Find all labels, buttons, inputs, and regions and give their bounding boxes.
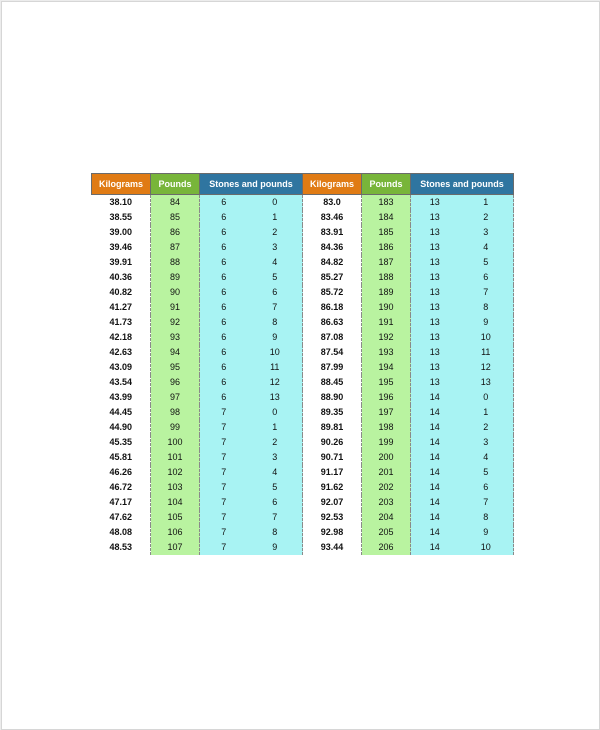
stone-pounds-cell: 2 xyxy=(248,225,303,240)
stone-pounds-cell: 5 xyxy=(248,270,303,285)
pounds-cell: 93 xyxy=(151,330,200,345)
kilograms-cell: 92.53 xyxy=(303,510,362,525)
stone-pounds-cell: 5 xyxy=(459,255,514,270)
pounds-cell: 185 xyxy=(362,225,411,240)
kilograms-cell: 92.98 xyxy=(303,525,362,540)
table-row xyxy=(92,315,514,330)
pounds-cell: 198 xyxy=(362,420,411,435)
kilograms-cell: 41.27 xyxy=(92,300,151,315)
kilograms-cell: 85.72 xyxy=(303,285,362,300)
table-row xyxy=(92,540,514,555)
stones-cell: 6 xyxy=(200,195,248,211)
pounds-cell: 88 xyxy=(151,255,200,270)
pounds-cell: 193 xyxy=(362,345,411,360)
table-row xyxy=(92,255,514,270)
stone-pounds-cell: 7 xyxy=(248,510,303,525)
table-row xyxy=(92,360,514,375)
stones-cell: 13 xyxy=(411,270,459,285)
stones-cell: 6 xyxy=(200,330,248,345)
table-row xyxy=(92,195,514,211)
stone-pounds-cell: 11 xyxy=(459,345,514,360)
header-stones-and-pounds: Stones and pounds xyxy=(411,174,514,195)
kilograms-cell: 39.91 xyxy=(92,255,151,270)
table-row xyxy=(92,525,514,540)
kilograms-cell: 87.99 xyxy=(303,360,362,375)
stones-cell: 7 xyxy=(200,480,248,495)
stones-cell: 6 xyxy=(200,390,248,405)
stones-cell: 13 xyxy=(411,195,459,211)
pounds-cell: 184 xyxy=(362,210,411,225)
stones-cell: 7 xyxy=(200,465,248,480)
stone-pounds-cell: 3 xyxy=(459,435,514,450)
table-row xyxy=(92,240,514,255)
stones-cell: 7 xyxy=(200,525,248,540)
stones-cell: 13 xyxy=(411,300,459,315)
table-row xyxy=(92,480,514,495)
kilograms-cell: 83.91 xyxy=(303,225,362,240)
kilograms-cell: 45.81 xyxy=(92,450,151,465)
stones-cell: 7 xyxy=(200,540,248,555)
stone-pounds-cell: 1 xyxy=(248,420,303,435)
weight-conversion-table xyxy=(91,173,514,555)
stone-pounds-cell: 1 xyxy=(459,405,514,420)
header-pounds: Pounds xyxy=(151,174,200,195)
pounds-cell: 197 xyxy=(362,405,411,420)
pounds-cell: 187 xyxy=(362,255,411,270)
table-row xyxy=(92,405,514,420)
stones-cell: 14 xyxy=(411,495,459,510)
stones-cell: 6 xyxy=(200,255,248,270)
stone-pounds-cell: 10 xyxy=(459,540,514,555)
pounds-cell: 84 xyxy=(151,195,200,211)
pounds-cell: 206 xyxy=(362,540,411,555)
stones-cell: 7 xyxy=(200,420,248,435)
pounds-cell: 192 xyxy=(362,330,411,345)
kilograms-cell: 41.73 xyxy=(92,315,151,330)
kilograms-cell: 85.27 xyxy=(303,270,362,285)
table-body xyxy=(92,195,514,556)
kilograms-cell: 93.44 xyxy=(303,540,362,555)
pounds-cell: 92 xyxy=(151,315,200,330)
kilograms-cell: 40.36 xyxy=(92,270,151,285)
kilograms-cell: 91.62 xyxy=(303,480,362,495)
pounds-cell: 85 xyxy=(151,210,200,225)
pounds-cell: 98 xyxy=(151,405,200,420)
stones-cell: 6 xyxy=(200,225,248,240)
header-pounds: Pounds xyxy=(362,174,411,195)
stones-cell: 6 xyxy=(200,375,248,390)
stones-cell: 6 xyxy=(200,345,248,360)
pounds-cell: 89 xyxy=(151,270,200,285)
pounds-cell: 94 xyxy=(151,345,200,360)
stones-cell: 14 xyxy=(411,390,459,405)
kilograms-cell: 88.90 xyxy=(303,390,362,405)
kilograms-cell: 89.35 xyxy=(303,405,362,420)
stones-cell: 13 xyxy=(411,225,459,240)
stones-cell: 14 xyxy=(411,540,459,555)
stone-pounds-cell: 2 xyxy=(459,420,514,435)
stone-pounds-cell: 4 xyxy=(248,255,303,270)
stones-cell: 14 xyxy=(411,510,459,525)
table-row xyxy=(92,390,514,405)
pounds-cell: 201 xyxy=(362,465,411,480)
stones-cell: 14 xyxy=(411,480,459,495)
table-row xyxy=(92,435,514,450)
kilograms-cell: 39.46 xyxy=(92,240,151,255)
stone-pounds-cell: 9 xyxy=(459,315,514,330)
stone-pounds-cell: 3 xyxy=(248,450,303,465)
stones-cell: 7 xyxy=(200,510,248,525)
kilograms-cell: 47.62 xyxy=(92,510,151,525)
pounds-cell: 194 xyxy=(362,360,411,375)
kilograms-cell: 45.35 xyxy=(92,435,151,450)
stone-pounds-cell: 7 xyxy=(248,300,303,315)
stone-pounds-cell: 0 xyxy=(248,195,303,211)
kilograms-cell: 91.17 xyxy=(303,465,362,480)
stones-cell: 13 xyxy=(411,255,459,270)
stone-pounds-cell: 4 xyxy=(459,240,514,255)
table-row xyxy=(92,465,514,480)
kilograms-cell: 90.26 xyxy=(303,435,362,450)
stone-pounds-cell: 8 xyxy=(248,315,303,330)
kilograms-cell: 43.99 xyxy=(92,390,151,405)
stone-pounds-cell: 5 xyxy=(248,480,303,495)
pounds-cell: 195 xyxy=(362,375,411,390)
stone-pounds-cell: 12 xyxy=(459,360,514,375)
kilograms-cell: 38.55 xyxy=(92,210,151,225)
stone-pounds-cell: 3 xyxy=(459,225,514,240)
stones-cell: 14 xyxy=(411,405,459,420)
stone-pounds-cell: 10 xyxy=(248,345,303,360)
kilograms-cell: 86.18 xyxy=(303,300,362,315)
stones-cell: 6 xyxy=(200,285,248,300)
table-row xyxy=(92,345,514,360)
pounds-cell: 102 xyxy=(151,465,200,480)
stone-pounds-cell: 13 xyxy=(459,375,514,390)
kilograms-cell: 48.08 xyxy=(92,525,151,540)
table-row xyxy=(92,375,514,390)
kilograms-cell: 48.53 xyxy=(92,540,151,555)
kilograms-cell: 42.63 xyxy=(92,345,151,360)
kilograms-cell: 86.63 xyxy=(303,315,362,330)
table-row xyxy=(92,270,514,285)
header-row xyxy=(92,174,514,195)
pounds-cell: 103 xyxy=(151,480,200,495)
stone-pounds-cell: 10 xyxy=(459,330,514,345)
stones-cell: 14 xyxy=(411,450,459,465)
stones-cell: 6 xyxy=(200,360,248,375)
pounds-cell: 189 xyxy=(362,285,411,300)
pounds-cell: 188 xyxy=(362,270,411,285)
table-row xyxy=(92,225,514,240)
stone-pounds-cell: 1 xyxy=(248,210,303,225)
stone-pounds-cell: 11 xyxy=(248,360,303,375)
stones-cell: 6 xyxy=(200,300,248,315)
pounds-cell: 199 xyxy=(362,435,411,450)
kilograms-cell: 40.82 xyxy=(92,285,151,300)
table-row xyxy=(92,285,514,300)
table-row xyxy=(92,510,514,525)
kilograms-cell: 47.17 xyxy=(92,495,151,510)
kilograms-cell: 83.46 xyxy=(303,210,362,225)
stones-cell: 13 xyxy=(411,240,459,255)
pounds-cell: 86 xyxy=(151,225,200,240)
stone-pounds-cell: 13 xyxy=(248,390,303,405)
document-page xyxy=(1,1,600,730)
kilograms-cell: 43.09 xyxy=(92,360,151,375)
stone-pounds-cell: 6 xyxy=(248,495,303,510)
kilograms-cell: 90.71 xyxy=(303,450,362,465)
table-row xyxy=(92,330,514,345)
table-row xyxy=(92,210,514,225)
stones-cell: 7 xyxy=(200,435,248,450)
stone-pounds-cell: 9 xyxy=(248,540,303,555)
stones-cell: 13 xyxy=(411,330,459,345)
table-row xyxy=(92,495,514,510)
stones-cell: 14 xyxy=(411,525,459,540)
stones-cell: 6 xyxy=(200,210,248,225)
pounds-cell: 95 xyxy=(151,360,200,375)
stones-cell: 13 xyxy=(411,375,459,390)
stones-cell: 13 xyxy=(411,345,459,360)
stone-pounds-cell: 6 xyxy=(459,480,514,495)
pounds-cell: 183 xyxy=(362,195,411,211)
header-kilograms: Kilograms xyxy=(303,174,362,195)
stones-cell: 7 xyxy=(200,450,248,465)
table-row xyxy=(92,420,514,435)
pounds-cell: 96 xyxy=(151,375,200,390)
stones-cell: 6 xyxy=(200,315,248,330)
stone-pounds-cell: 0 xyxy=(248,405,303,420)
kilograms-cell: 43.54 xyxy=(92,375,151,390)
kilograms-cell: 88.45 xyxy=(303,375,362,390)
header-stones-and-pounds: Stones and pounds xyxy=(200,174,303,195)
pounds-cell: 107 xyxy=(151,540,200,555)
table-row xyxy=(92,300,514,315)
stone-pounds-cell: 6 xyxy=(248,285,303,300)
pounds-cell: 202 xyxy=(362,480,411,495)
stones-cell: 14 xyxy=(411,465,459,480)
stone-pounds-cell: 7 xyxy=(459,285,514,300)
pounds-cell: 196 xyxy=(362,390,411,405)
stone-pounds-cell: 2 xyxy=(248,435,303,450)
stones-cell: 7 xyxy=(200,495,248,510)
stone-pounds-cell: 4 xyxy=(459,450,514,465)
pounds-cell: 203 xyxy=(362,495,411,510)
stone-pounds-cell: 12 xyxy=(248,375,303,390)
stones-cell: 14 xyxy=(411,435,459,450)
kilograms-cell: 83.0 xyxy=(303,195,362,211)
stone-pounds-cell: 2 xyxy=(459,210,514,225)
stone-pounds-cell: 8 xyxy=(459,300,514,315)
stone-pounds-cell: 7 xyxy=(459,495,514,510)
kilograms-cell: 39.00 xyxy=(92,225,151,240)
header-kilograms: Kilograms xyxy=(92,174,151,195)
stone-pounds-cell: 8 xyxy=(459,510,514,525)
pounds-cell: 190 xyxy=(362,300,411,315)
pounds-cell: 191 xyxy=(362,315,411,330)
stones-cell: 13 xyxy=(411,285,459,300)
pounds-cell: 87 xyxy=(151,240,200,255)
stone-pounds-cell: 6 xyxy=(459,270,514,285)
stones-cell: 13 xyxy=(411,210,459,225)
pounds-cell: 106 xyxy=(151,525,200,540)
kilograms-cell: 84.82 xyxy=(303,255,362,270)
pounds-cell: 186 xyxy=(362,240,411,255)
pounds-cell: 100 xyxy=(151,435,200,450)
pounds-cell: 90 xyxy=(151,285,200,300)
stone-pounds-cell: 9 xyxy=(459,525,514,540)
kilograms-cell: 42.18 xyxy=(92,330,151,345)
table-row xyxy=(92,450,514,465)
pounds-cell: 200 xyxy=(362,450,411,465)
table-header xyxy=(92,174,514,195)
pounds-cell: 99 xyxy=(151,420,200,435)
stones-cell: 13 xyxy=(411,360,459,375)
stone-pounds-cell: 8 xyxy=(248,525,303,540)
stones-cell: 13 xyxy=(411,315,459,330)
pounds-cell: 105 xyxy=(151,510,200,525)
kilograms-cell: 84.36 xyxy=(303,240,362,255)
stones-cell: 6 xyxy=(200,240,248,255)
kilograms-cell: 89.81 xyxy=(303,420,362,435)
stone-pounds-cell: 1 xyxy=(459,195,514,211)
stone-pounds-cell: 5 xyxy=(459,465,514,480)
stone-pounds-cell: 4 xyxy=(248,465,303,480)
kilograms-cell: 87.54 xyxy=(303,345,362,360)
kilograms-cell: 46.26 xyxy=(92,465,151,480)
kilograms-cell: 44.45 xyxy=(92,405,151,420)
stones-cell: 7 xyxy=(200,405,248,420)
kilograms-cell: 92.07 xyxy=(303,495,362,510)
stones-cell: 6 xyxy=(200,270,248,285)
stone-pounds-cell: 3 xyxy=(248,240,303,255)
stones-cell: 14 xyxy=(411,420,459,435)
kilograms-cell: 87.08 xyxy=(303,330,362,345)
kilograms-cell: 38.10 xyxy=(92,195,151,211)
pounds-cell: 101 xyxy=(151,450,200,465)
kilograms-cell: 44.90 xyxy=(92,420,151,435)
kilograms-cell: 46.72 xyxy=(92,480,151,495)
pounds-cell: 205 xyxy=(362,525,411,540)
stone-pounds-cell: 0 xyxy=(459,390,514,405)
stone-pounds-cell: 9 xyxy=(248,330,303,345)
pounds-cell: 91 xyxy=(151,300,200,315)
pounds-cell: 97 xyxy=(151,390,200,405)
pounds-cell: 204 xyxy=(362,510,411,525)
conversion-table-container xyxy=(91,173,510,555)
pounds-cell: 104 xyxy=(151,495,200,510)
